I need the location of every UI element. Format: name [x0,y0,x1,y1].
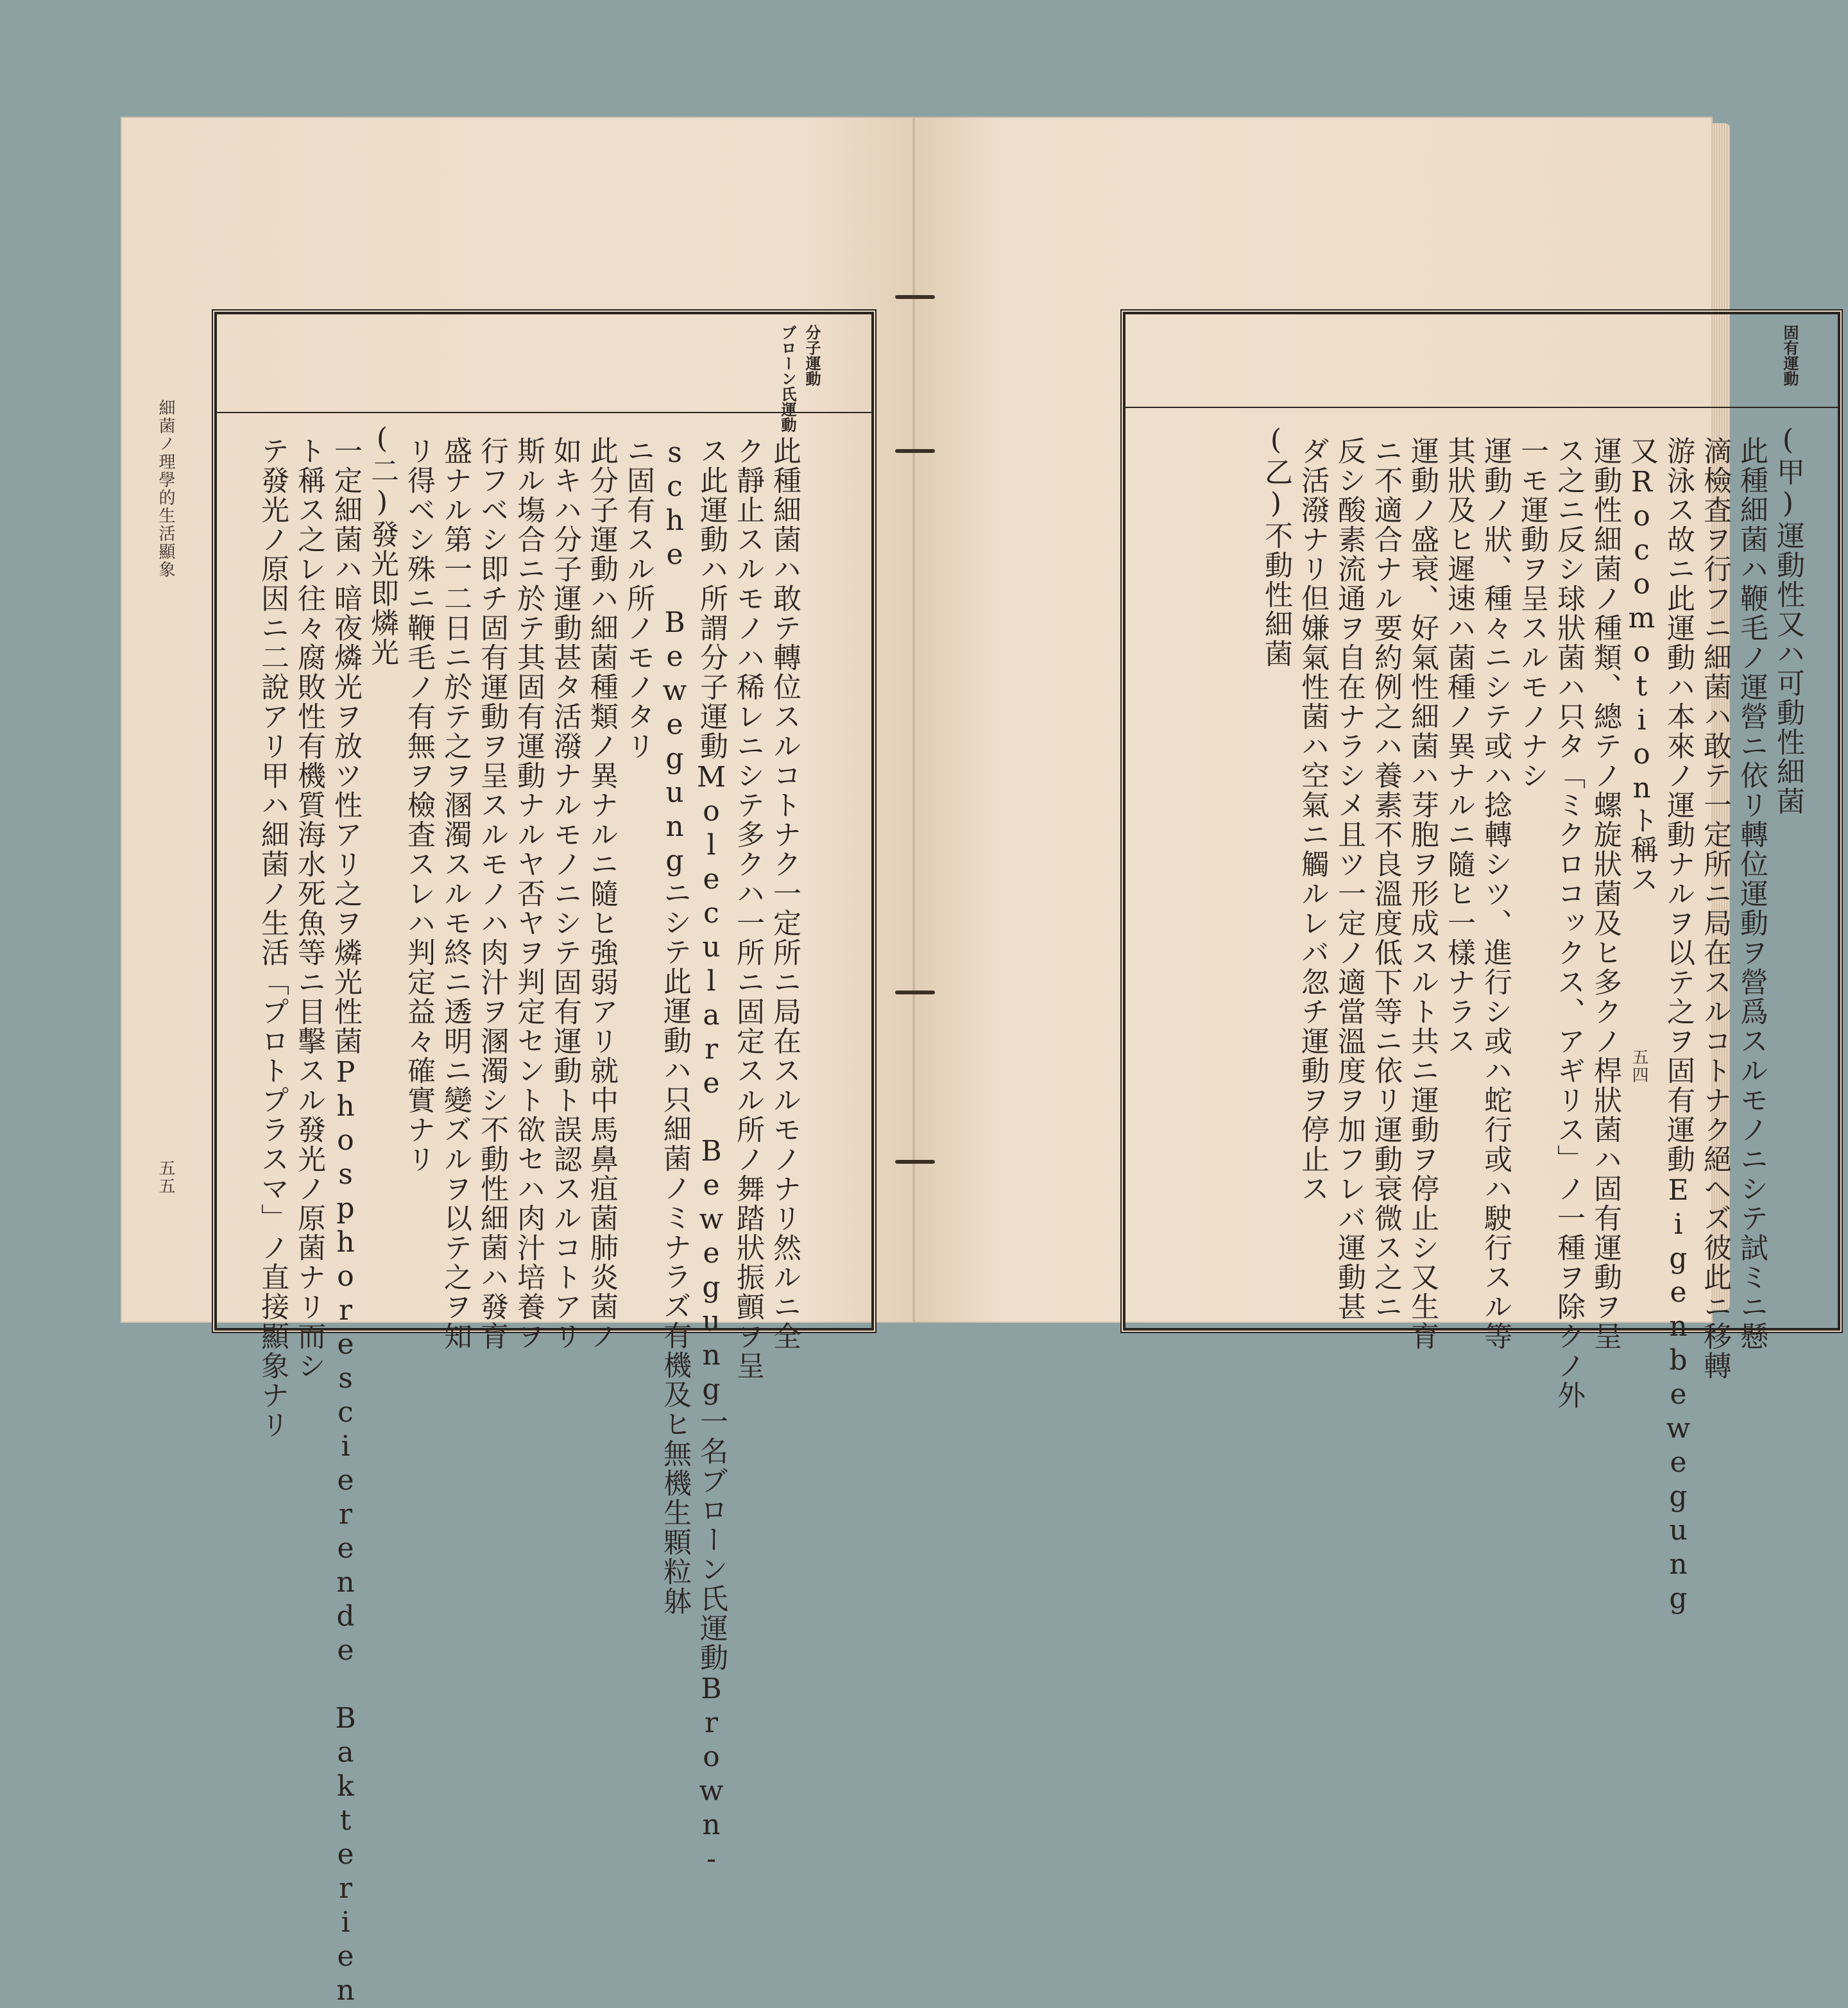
text-line: 行フベシ即チ固有運動ヲ呈スルモノハ肉汁ヲ溷濁シ不動性細菌ハ發育 [475,436,508,1351]
binding-stitch [895,1160,935,1164]
text-line: 運動ノ盛衰、好氣性細菌ハ芽胞ヲ形成スルト共ニ運動ヲ停止シ又生育 [1406,436,1439,1351]
left-text-frame [214,312,874,2008]
right-page [914,117,1804,1616]
text-line: ニ固有スル所ノモノタリ [622,436,654,761]
text-line: ク靜止スルモノハ稀レニシテ多クハ一所ニ固定スル所ノ舞踏狀振顫ヲ呈 [732,436,764,1381]
side-note-molecular: 分子運動 [803,325,821,386]
text-line: 一モ運動ヲ呈スルモノナシ [1516,436,1548,790]
text-line: ス之ニ反シ球狀菌ハ只タ「ミクロコックス、アギリス」ノ一種ヲ除クノ外 [1552,436,1585,1410]
text-line: ス此運動ハ所謂分子運動Moleculare Bewegung一名ブローン氏運動Brown- [695,436,728,1876]
text-line: 其狀及ヒ遲速ハ菌種ノ異ナルニ隨ヒ一樣ナラス [1442,436,1475,1056]
right-text-frame [1123,312,1840,1616]
page-number-right: 五四 [1629,1048,1648,1084]
text-line: 運動ノ狀、種々ニシテ或ハ捻轉シツ、進行シ或ハ蛇行或ハ駛行スル等 [1479,436,1512,1351]
side-note-intrinsic-motion: 固有運動 [1781,325,1799,386]
text-line: リ得ベシ殊ニ鞭毛ノ有無ヲ檢査スレハ判定益々確實ナリ [402,436,435,1174]
text-line: 此種細菌ハ鞭毛ノ運營ニ依リ轉位運動ヲ營爲スルモノニシテ試ミニ懸 [1735,436,1768,1351]
text-line: 運動性細菌ノ種類、總テノ螺旋狀菌及ヒ多クノ桿狀菌ハ固有運動ヲ呈 [1589,436,1621,1351]
text-line: 又Rocomotionト稱ス [1625,436,1658,894]
text-line: 滴檢査ヲ行フニ細菌ハ敢テ一定所ニ局在スルコトナク絕ヘズ彼此ニ移轉 [1698,436,1731,1381]
text-line: ニ不適合ナル要約例之ハ養素不良溫度低下等ニ依リ運動衰微ス之ニ [1369,436,1402,1322]
text-line: 游泳ス故ニ此運動ハ本來ノ運動ナルヲ以テ之ヲ固有運動Eigenbewegung [1662,436,1695,1616]
text-line: 如キハ分子運動甚タ活潑ナルモノニシテ固有運動ト誤認スルコトアリ [549,436,581,1351]
binding-stitch [895,295,935,299]
page-number-left: 五五 [156,1159,175,1195]
text-line: テ發光ノ原因ニ二說アリ甲ハ細菌ノ生活「プロトプラスマ」ノ直接顯象ナリ [256,436,289,1440]
text-line: 此分子運動ハ細菌種類ノ異ナルニ隨ヒ強弱アリ就中馬鼻疽菌肺炎菌ノ [585,436,618,1351]
text-line: 此種細菌ハ敢テ轉位スルコトナク一定所ニ局在スルモノナリ然ルニ全 [768,436,801,1351]
text-line: 反シ酸素流通ヲ自在ナラシメ且ツ一定ノ適當溫度ヲ加フレバ運動甚 [1333,436,1365,1322]
open-book [121,117,1804,2008]
text-line: sche Bewegungニシテ此運動ハ只細菌ノミナラズ有機及ヒ無機生顆粒躰 [658,436,691,1616]
text-line: ト稱ス之レ往々腐敗性有機質海水死魚等ニ目擊スル發光ノ原菌ナリ而シ [293,436,325,1381]
text-line: 盛ナル第一二日ニ於テ之ヲ溷濁スルモ終ニ透明ニ變ズルヲ以テ之ヲ知 [439,436,472,1351]
side-note-brownian: ブローン氏運動 [778,325,797,432]
section-heading-phosphorescence: (二)發光即燐光 [366,422,398,667]
running-title: 細菌ノ理學的生活顯象 [156,399,175,579]
text-line: 一定細菌ハ暗夜燐光ヲ放ツ性アリ之ヲ燐光性菌Phosphorescierende Bakterien [329,436,362,2008]
left-header-band [217,314,871,413]
text-line: 斯ル塲合ニ於テ其固有運動ナルヤ否ヤヲ判定セント欲セハ肉汁培養ヲ [512,436,545,1351]
binding-stitch [895,991,935,994]
right-header-band [1125,314,1838,408]
left-page [121,117,914,2008]
section-heading-motile: (甲)運動性又ハ可動性細菌 [1772,423,1804,816]
text-line: ダ活潑ナリ但嫌氣性菌ハ空氣ニ觸ルレバ忽チ運動ヲ停止ス [1296,436,1329,1204]
section-heading-nonmotile: (乙)不動性細菌 [1260,423,1292,668]
binding-stitch [895,449,935,453]
